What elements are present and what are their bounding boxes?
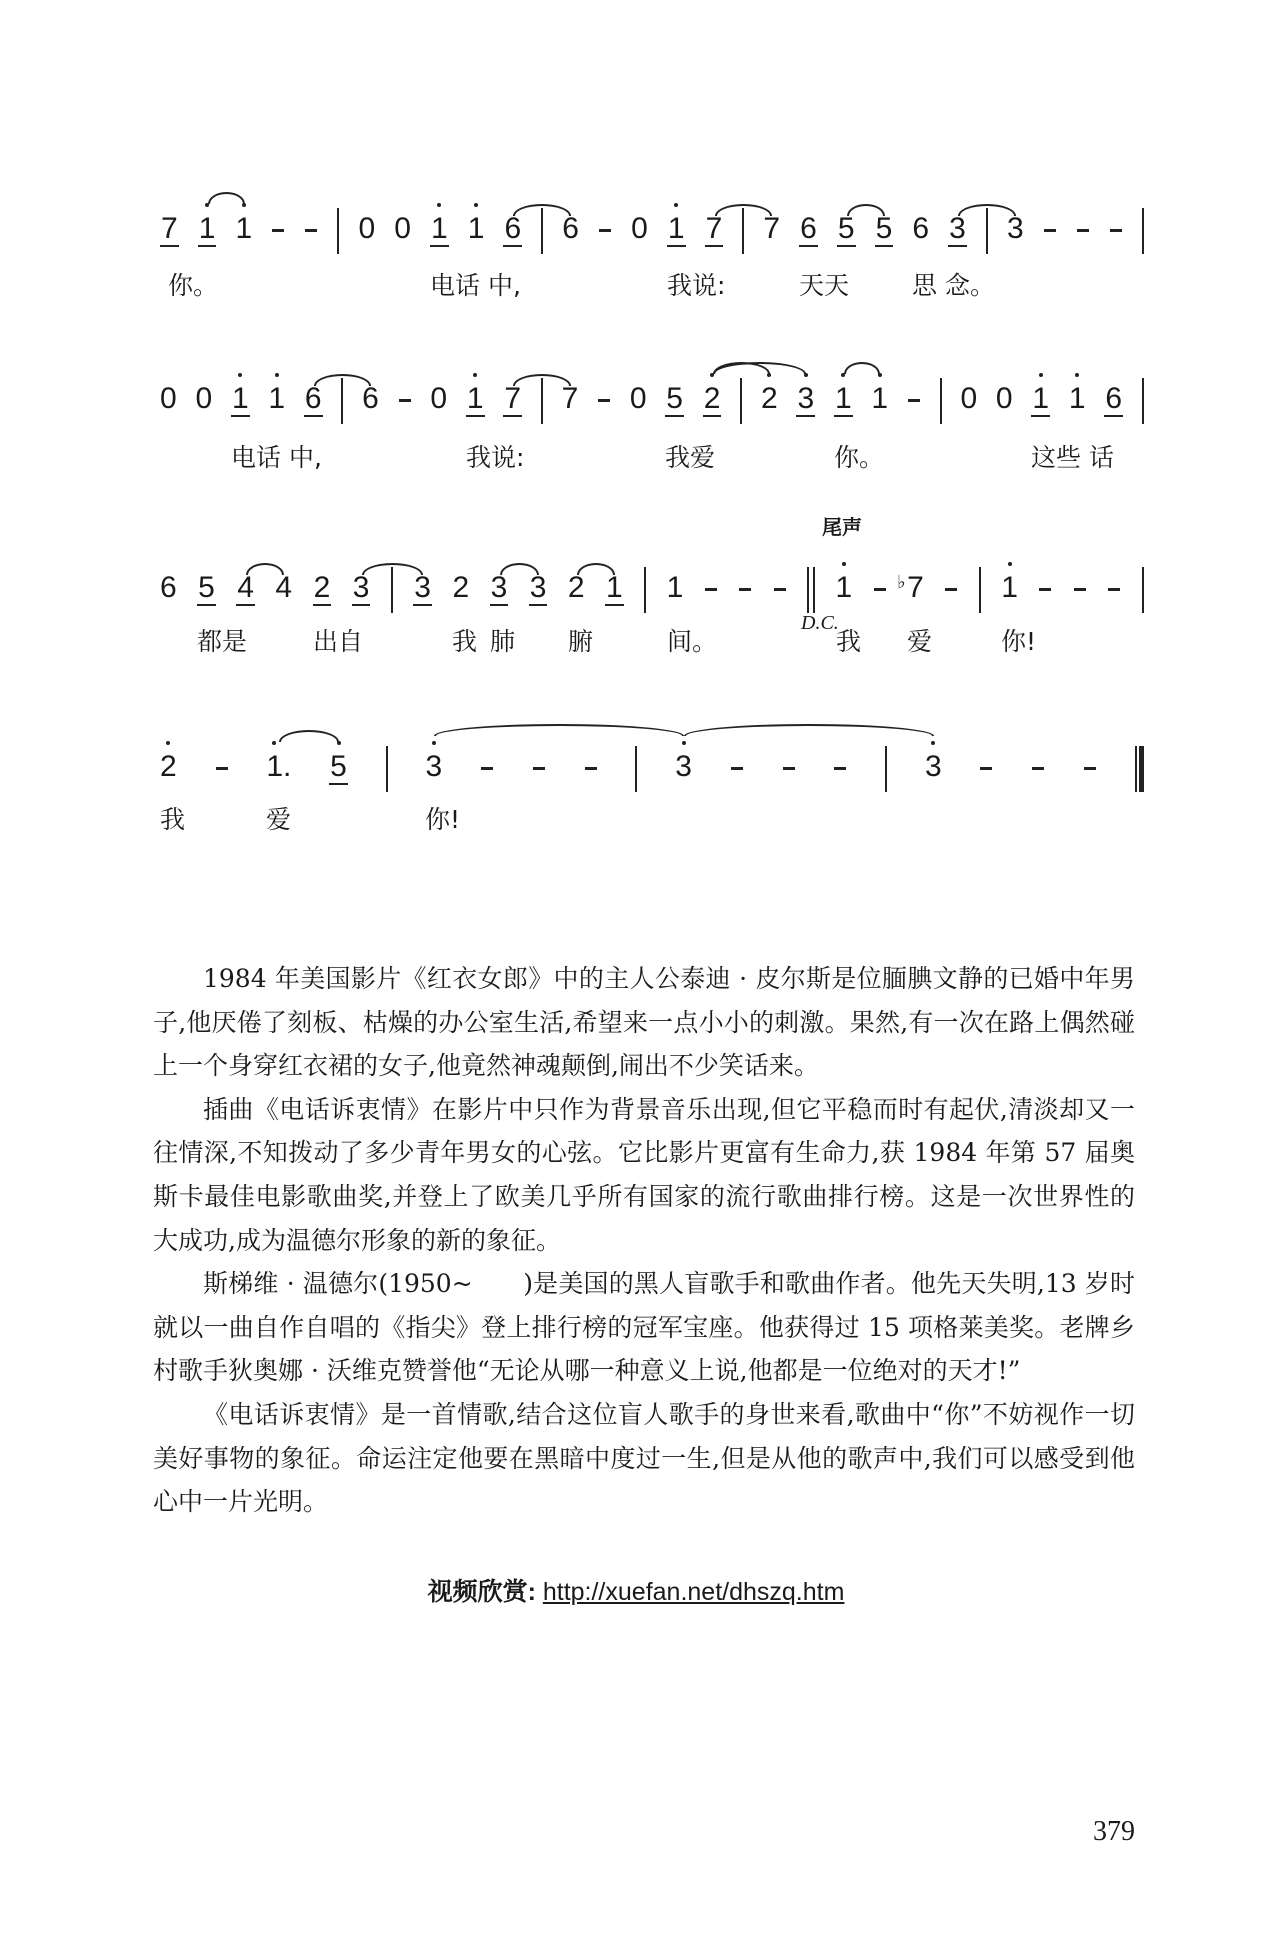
lyric: 你。	[834, 443, 885, 472]
note: 0	[430, 382, 448, 415]
lyric: 我爱	[665, 443, 716, 472]
video-url-link[interactable]: http://xuefan.net/dhszq.htm	[542, 1578, 845, 1606]
note: 2	[452, 571, 470, 604]
note: 1	[268, 382, 285, 416]
lyric: 电话 中,	[231, 443, 322, 472]
dash-extension	[873, 571, 887, 605]
high-octave-dot	[166, 741, 170, 745]
note: 7	[161, 212, 178, 245]
note: 3	[529, 571, 547, 604]
barline	[644, 567, 646, 613]
dash-extension	[598, 212, 612, 246]
dash-extension	[1076, 212, 1090, 246]
note: 5	[666, 382, 683, 415]
note: 0	[195, 382, 213, 415]
note: 1	[836, 571, 853, 605]
high-octave-dot	[842, 562, 846, 566]
dash-extension	[738, 571, 752, 605]
page-number: 379	[1093, 1816, 1135, 1847]
note: 6	[912, 212, 930, 245]
dash-extension	[1043, 212, 1057, 246]
note: 1	[430, 212, 449, 246]
lyric: 你!	[425, 805, 461, 834]
lyric: 间。	[667, 627, 718, 656]
note: 1.	[266, 750, 291, 784]
note: 3	[796, 382, 815, 416]
dash-extension	[944, 571, 958, 605]
lyric: 我	[452, 627, 478, 656]
note: 0	[995, 382, 1013, 415]
lyric: 我	[160, 805, 186, 834]
barline	[979, 567, 981, 613]
note: 1	[466, 382, 485, 416]
note: 6	[562, 212, 579, 245]
lyric: 你。	[160, 271, 218, 300]
note: 2	[761, 382, 778, 416]
paragraph: 1984 年美国影片《红衣女郎》中的主人公泰迪 · 皮尔斯是位腼腆文静的已婚中年男子,他厌倦了刻板、枯燥的办公室生活,希望来一点小小的刺激。果然,有一次在路上偶然碰上一个身穿红衣裙的女子,他竟然神魂颠倒,闹出不少笑话来。	[153, 964, 1135, 1081]
note: 3	[352, 571, 370, 604]
note: 2	[313, 571, 331, 604]
high-octave-dot	[674, 203, 678, 207]
note: 3	[925, 750, 942, 784]
lyric: 你!	[1001, 627, 1037, 656]
high-octave-dot	[238, 373, 242, 377]
article-body	[153, 957, 1135, 1524]
note: 5	[875, 212, 893, 245]
note: 7 ♭	[907, 571, 924, 605]
note: 2	[703, 382, 722, 416]
note: 1	[871, 382, 888, 416]
dash-extension	[597, 382, 611, 416]
note: 3	[414, 571, 431, 604]
note: 3	[949, 212, 966, 245]
paragraph: 斯梯维 · 温德尔(1950~ )是美国的黑人盲歌手和歌曲作者。他先天失明,13 岁时就以一曲自作自唱的《指尖》登上排行榜的冠军宝座。他获得过 15 项格莱美奖。老牌乡村歌手狄奥娜 · 沃维克赞誉他“无论从哪一种意义上说,他都是一位绝对的天才!”	[153, 1269, 1135, 1386]
dash-extension	[398, 382, 412, 416]
lyric: 我说:	[667, 271, 726, 300]
video-link-line	[0, 1572, 1272, 1608]
barline	[940, 378, 942, 424]
note: 5	[329, 750, 348, 784]
barline	[1142, 208, 1144, 254]
note: 1	[468, 212, 485, 246]
dash-extension	[1109, 212, 1123, 246]
note: 1	[1001, 571, 1018, 605]
dash-extension	[979, 750, 993, 784]
lyric: 我说:	[466, 443, 525, 472]
coda-label: 尾声	[822, 515, 862, 539]
dash-extension	[907, 382, 921, 416]
note: 0	[358, 212, 376, 245]
note: 1	[236, 212, 253, 246]
note: 0	[394, 212, 411, 245]
note: 1	[666, 571, 684, 604]
note: 5	[198, 571, 215, 604]
note: 0	[631, 212, 648, 245]
video-label: 视频欣赏:	[427, 1578, 536, 1606]
note: 1	[1031, 382, 1050, 416]
note: 1	[834, 382, 853, 416]
dash-extension	[833, 750, 847, 784]
note: 1	[667, 212, 686, 246]
dash-extension	[1038, 571, 1052, 605]
da-capo-mark: D.C.	[801, 612, 839, 634]
final-barline	[1135, 746, 1144, 792]
barline	[885, 746, 887, 792]
dash-extension	[215, 750, 229, 784]
dash-extension	[782, 750, 796, 784]
barline	[1142, 567, 1144, 613]
note: 6	[504, 212, 522, 245]
lyric: 肺	[490, 627, 516, 656]
lyric: 腑	[568, 627, 594, 656]
dash-extension	[480, 750, 494, 784]
note: 4	[237, 571, 254, 604]
note: 1	[606, 571, 623, 604]
lyric: 爱	[266, 805, 292, 834]
note: 4	[275, 571, 293, 604]
barline	[740, 378, 742, 424]
high-octave-dot	[432, 741, 436, 745]
note: 2	[567, 571, 585, 604]
barline	[386, 746, 388, 792]
note: 1	[1069, 382, 1086, 416]
note: 0	[160, 382, 177, 415]
note: 0	[629, 382, 647, 415]
barline	[635, 746, 637, 792]
high-octave-dot	[1039, 373, 1043, 377]
dash-extension	[1073, 571, 1087, 605]
note: 7	[504, 382, 521, 415]
note: 6	[800, 212, 817, 245]
barline	[1142, 378, 1144, 424]
note: 3	[1006, 212, 1024, 245]
dash-extension	[532, 750, 546, 784]
note: 0	[960, 382, 978, 415]
lyric: 天天	[799, 271, 850, 300]
lyric: 我	[836, 627, 862, 656]
note: 3	[490, 571, 508, 604]
lyric: 思 念。	[912, 271, 995, 300]
high-octave-dot	[272, 741, 276, 745]
double-barline	[807, 567, 815, 613]
note: 7	[763, 212, 781, 245]
note: 1	[231, 382, 250, 416]
score-row	[160, 186, 1144, 246]
note: 5	[837, 212, 855, 245]
note: 1	[198, 212, 217, 246]
note: 6	[304, 382, 322, 415]
dash-extension	[304, 212, 318, 246]
lyric: 都是	[197, 627, 248, 656]
lyric: 出自	[313, 627, 364, 656]
note: 3	[675, 750, 692, 784]
lyric: 这些 话	[1031, 443, 1114, 472]
note: 3	[425, 750, 442, 784]
score-row	[160, 356, 1144, 416]
high-octave-dot	[682, 741, 686, 745]
high-octave-dot	[474, 203, 478, 207]
note: 2	[160, 750, 177, 784]
paragraph: 《电话诉衷情》是一首情歌,结合这位盲人歌手的身世来看,歌曲中“你”不妨视作一切美好事物的象征。命运注定他要在黑暗中度过一生,但是从他的歌声中,我们可以感受到他心中一片光明。	[153, 1399, 1135, 1517]
barline	[337, 208, 339, 254]
flat-sign: ♭	[897, 572, 906, 592]
high-octave-dot	[275, 373, 279, 377]
paragraph: 插曲《电话诉衷情》在影片中只作为背景音乐出现,但它平稳而时有起伏,清淡却又一往情深,不知拨动了多少青年男女的心弦。它比影片更富有生命力,获 1984 年第 57 届奥斯卡最佳电影歌曲奖,并登上了欧美几乎所有国家的流行歌曲排行榜。这是一次世界性的大成功,成为温德尔形象的新的象征。	[153, 1094, 1135, 1255]
dash-extension	[704, 571, 718, 605]
dash-extension	[730, 750, 744, 784]
dash-extension	[773, 571, 787, 605]
high-octave-dot	[473, 373, 477, 377]
high-octave-dot	[931, 741, 935, 745]
dash-extension	[271, 212, 285, 246]
note: 7	[561, 382, 579, 415]
note: 6	[160, 571, 177, 604]
high-octave-dot	[437, 203, 441, 207]
note: 6	[1105, 382, 1122, 415]
dash-extension	[1031, 750, 1045, 784]
lyric: 电话 中,	[430, 271, 521, 300]
note: 6	[362, 382, 379, 415]
lyric: 爱	[907, 627, 933, 656]
dash-extension	[1107, 571, 1121, 605]
high-octave-dot	[1075, 373, 1079, 377]
dash-extension	[584, 750, 598, 784]
note: 7	[705, 212, 723, 245]
score-row	[160, 545, 1144, 605]
dash-extension	[1083, 750, 1097, 784]
high-octave-dot	[1008, 562, 1012, 566]
